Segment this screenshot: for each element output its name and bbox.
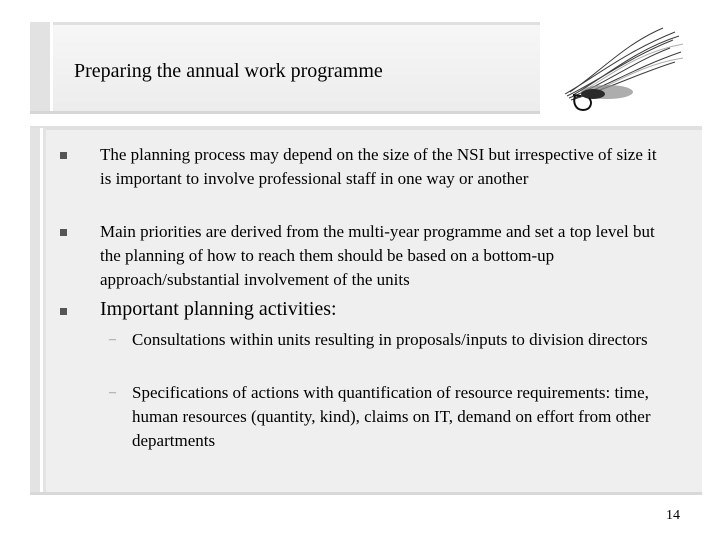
- title-left-bar: [30, 22, 52, 114]
- content-divider-top: [30, 126, 702, 130]
- content-divider-bottom: [30, 492, 702, 495]
- page-number: 14: [666, 508, 680, 523]
- square-bullet-icon: [60, 152, 67, 159]
- dash-marker: –: [109, 385, 116, 400]
- content-left-bar: [30, 128, 46, 495]
- slide-title: Preparing the annual work programme: [74, 60, 383, 82]
- square-bullet-icon: [60, 229, 67, 236]
- bullet-text-1: The planning process may depend on the size of the NSI but irrespective of size it is important to involve professional staff in one way or another: [100, 145, 657, 188]
- sub-bullet-text-2: Specifications of actions with quantification of resource requirements: time, human resources (quantity, kind), claims on IT, demand on effort from other departments: [132, 383, 651, 450]
- bullet-text-3: Important planning activities:: [100, 298, 337, 320]
- fishing-fly-lure-image: [545, 22, 685, 114]
- dash-marker: –: [109, 332, 116, 347]
- bullet-text-2: Main priorities are derived from the multi-year programme and set a top level but the planning of how to reach them should be based on a bottom-up approach/substantial involvement of the units: [100, 222, 655, 289]
- title-divider-bottom: [30, 111, 540, 114]
- title-divider-top: [30, 22, 540, 25]
- square-bullet-icon: [60, 308, 67, 315]
- sub-bullet-text-1: Consultations within units resulting in proposals/inputs to division directors: [132, 330, 648, 349]
